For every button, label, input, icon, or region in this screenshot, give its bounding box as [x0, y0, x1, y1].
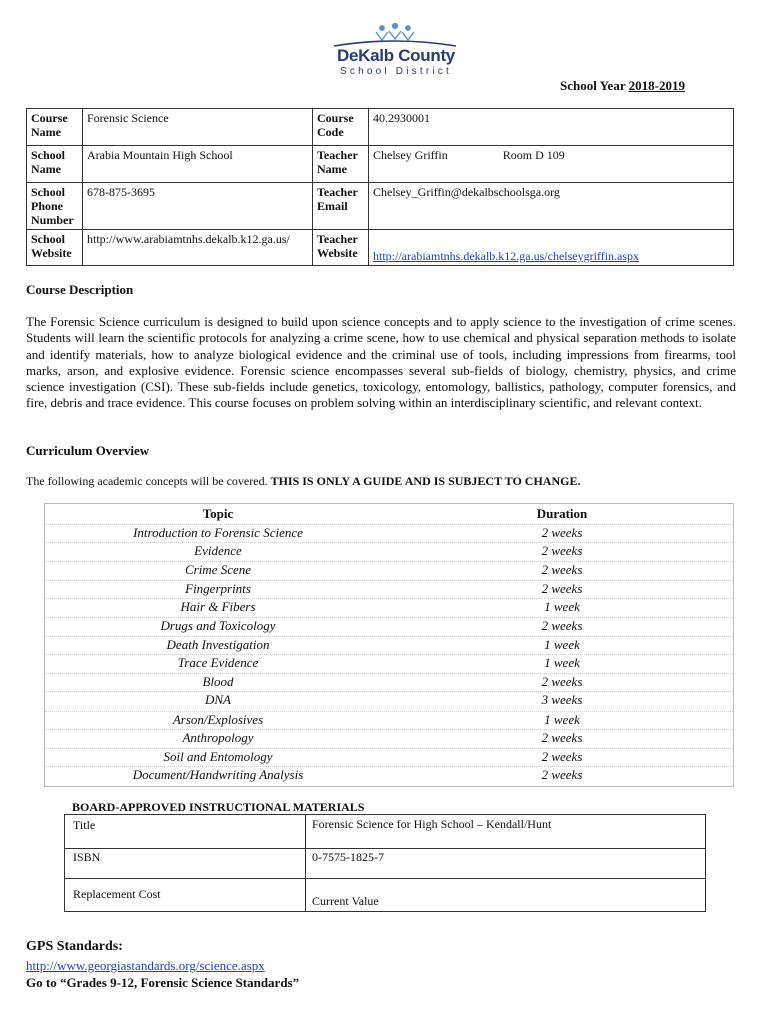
- logo-title: DeKalb County: [337, 46, 455, 65]
- topic-row: [45, 766, 733, 785]
- topic-row: [45, 748, 733, 767]
- course-name: Forensic Science: [83, 109, 313, 146]
- materials-isbn-label-cell: [65, 849, 306, 878]
- topic-name: Death Investigation: [166, 637, 270, 652]
- materials-title-label-cell: [65, 815, 306, 848]
- course-description-heading: Course Description: [26, 282, 134, 297]
- gps-heading: GPS Standards:: [26, 939, 123, 954]
- materials-title-label: Title: [73, 818, 96, 832]
- topic-row: [45, 580, 733, 599]
- topic-name: Anthropology: [182, 730, 254, 745]
- materials-row: [65, 849, 705, 879]
- school-phone: 678-875-3695: [83, 183, 313, 230]
- materials-isbn-value: 0-7575-1825-7: [312, 850, 384, 864]
- topic-name: Blood: [202, 674, 234, 689]
- course-info-table: [26, 108, 734, 266]
- topic-name: Trace Evidence: [177, 655, 259, 670]
- materials-row: [65, 879, 705, 911]
- teacher-name-label: Teacher Name: [313, 146, 369, 183]
- course-code: 40.2930001: [369, 109, 734, 146]
- teacher-website-cell: [369, 230, 734, 266]
- school-year-value: 2018-2019: [628, 78, 685, 93]
- topic-row: [45, 654, 733, 673]
- topic-header: Topic: [202, 506, 234, 521]
- materials-heading: BOARD-APPROVED INSTRUCTIONAL MATERIALS: [72, 800, 365, 814]
- topic-row: [45, 561, 733, 580]
- topic-name: Soil and Entomology: [163, 749, 273, 764]
- topic-duration: 2 weeks: [541, 730, 583, 745]
- topic-duration: 1 week: [544, 655, 580, 670]
- topic-row: [45, 711, 733, 730]
- materials-table: [64, 814, 706, 912]
- school-year-label: School Year: [560, 78, 626, 93]
- topic-row: [45, 617, 733, 636]
- gps-link[interactable]: http://www.georgiastandards.org/science.aspx: [26, 958, 265, 973]
- materials-cost-value: Current Value: [312, 894, 379, 908]
- school-year: [560, 78, 685, 94]
- topic-row: [45, 636, 733, 655]
- topic-row: [45, 598, 733, 617]
- topic-name: Fingerprints: [185, 581, 251, 596]
- school-name: Arabia Mountain High School: [83, 146, 313, 183]
- topic-duration: 1 week: [544, 599, 580, 614]
- topic-row: [45, 542, 733, 561]
- school-website[interactable]: http://www.arabiamtnhs.dekalb.k12.ga.us/: [83, 230, 313, 266]
- topic-duration: 2 weeks: [541, 525, 583, 540]
- topic-duration: 2 weeks: [541, 749, 583, 764]
- school-website-label: School Website: [27, 230, 83, 266]
- topic-duration: 2 weeks: [541, 618, 583, 633]
- curriculum-note-text: The following academic concepts will be covered.: [26, 474, 268, 488]
- course-description-text: The Forensic Science curriculum is designed to build upon science concepts and to apply science to the investigation of crime scenes. Students will learn the scientific protocols for analyzing a crime scene, how to use chemical and physical separation methods to isolate and identify materials, how to analyze biological evidence and the criminal use of tools, including impressions from firearms, tool marks, arson, and explosive evidence. Forensic science encompasses several sub-fields of biology, chemistry, physics, and crime science investigation (CSI). These sub-fields include genetics, toxicology, entomology, ballistics, pathology, computer forensics, and fire, debris and trace evidence. This course focuses on problem solving within an interdisciplinary scientific, and relevant context.: [26, 314, 736, 411]
- topic-duration: 2 weeks: [541, 767, 583, 782]
- topics-table: [44, 503, 734, 787]
- teacher-website-label: Teacher Website: [313, 230, 369, 266]
- topic-duration: 2 weeks: [541, 674, 583, 689]
- course-name-label: Course Name: [27, 109, 83, 146]
- topic-name: Document/Handwriting Analysis: [132, 767, 304, 782]
- topic-duration: 2 weeks: [541, 581, 583, 596]
- gps-instruction: Go to “Grades 9-12, Forensic Science Standards”: [26, 975, 300, 990]
- topic-name: Drugs and Toxicology: [160, 618, 276, 633]
- topic-duration: 1 week: [544, 637, 580, 652]
- topic-name: Introduction to Forensic Science: [133, 525, 303, 540]
- topic-row: [45, 729, 733, 748]
- materials-cost-label-cell: [65, 879, 306, 911]
- topic-row: [45, 524, 733, 543]
- course-code-label: Course Code: [313, 109, 369, 146]
- curriculum-note: [26, 474, 580, 489]
- duration-header: Duration: [536, 506, 588, 521]
- teacher-name: Chelsey Griffin: [373, 148, 448, 162]
- teacher-email[interactable]: Chelsey_Griffin@dekalbschoolsga.org: [369, 183, 734, 230]
- materials-row: [65, 815, 705, 849]
- logo-subtitle: School District: [340, 66, 452, 77]
- curriculum-heading: Curriculum Overview: [26, 443, 150, 458]
- teacher-name-cell: [369, 146, 734, 183]
- materials-cost-label: Replacement Cost: [73, 887, 161, 901]
- topic-duration: 3 weeks: [541, 692, 583, 707]
- teacher-website-link[interactable]: http://arabiamtnhs.dekalb.k12.ga.us/chelseygriffin.aspx: [373, 249, 640, 263]
- room: Room D 109: [502, 148, 565, 162]
- topic-duration: 2 weeks: [541, 543, 583, 558]
- topic-name: Hair & Fibers: [180, 599, 256, 614]
- topic-row: [45, 691, 733, 710]
- topic-name: Crime Scene: [184, 562, 252, 577]
- school-phone-label: School Phone Number: [27, 183, 83, 230]
- materials-title-value: Forensic Science for High School – Kendall/Hunt: [312, 817, 552, 831]
- curriculum-note-warning: THIS IS ONLY A GUIDE AND IS SUBJECT TO CHANGE.: [270, 474, 581, 488]
- teacher-email-label: Teacher Email: [313, 183, 369, 230]
- school-name-label: School Name: [27, 146, 83, 183]
- topic-name: DNA: [205, 692, 231, 707]
- topic-duration: 2 weeks: [541, 562, 583, 577]
- topic-name: Arson/Explosives: [172, 712, 264, 727]
- logo-figures-icon: [376, 24, 414, 40]
- topic-row: [45, 673, 733, 692]
- topic-duration: 1 week: [544, 712, 580, 727]
- topic-name: Evidence: [194, 543, 242, 558]
- materials-isbn-label: ISBN: [73, 850, 101, 864]
